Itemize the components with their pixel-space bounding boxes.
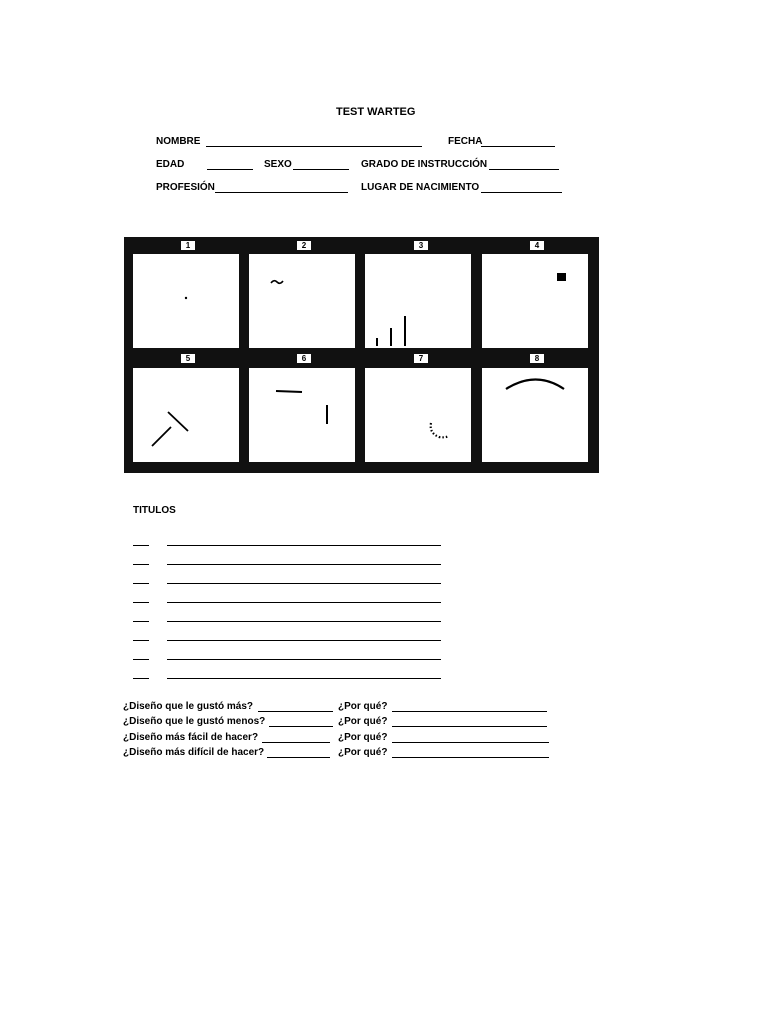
box-4-stimulus [482, 254, 588, 348]
titulo-number-field[interactable] [133, 659, 149, 660]
box-number: 8 [530, 354, 544, 363]
wave-stimulus [271, 281, 283, 284]
box-number: 1 [181, 241, 195, 250]
lugar-nacimiento-field[interactable] [481, 192, 562, 193]
titulos-label: TITULOS [133, 505, 176, 516]
question-answer-field[interactable] [269, 726, 333, 727]
titulo-number-field[interactable] [133, 678, 149, 679]
why-answer-field[interactable] [392, 726, 547, 727]
why-answer-field[interactable] [392, 711, 547, 712]
question-label: ¿Diseño que le gustó más? [123, 701, 254, 712]
titulo-field[interactable] [167, 621, 441, 622]
box-8[interactable] [482, 368, 588, 462]
profesion-label: PROFESIÓN [156, 182, 215, 193]
titulo-field[interactable] [167, 678, 441, 679]
titulo-field[interactable] [167, 583, 441, 584]
why-label: ¿Por qué? [338, 732, 388, 743]
box-number: 6 [297, 354, 311, 363]
question-answer-field[interactable] [267, 757, 330, 758]
square-stimulus [557, 273, 566, 281]
titulo-field[interactable] [167, 602, 441, 603]
question-answer-field[interactable] [258, 711, 333, 712]
titulo-number-field[interactable] [133, 640, 149, 641]
why-label: ¿Por qué? [338, 701, 388, 712]
sexo-label: SEXO [264, 159, 292, 170]
titulo-field[interactable] [167, 564, 441, 565]
why-answer-field[interactable] [392, 742, 549, 743]
question-label: ¿Diseño que le gustó menos? [123, 716, 266, 727]
box-number: 3 [414, 241, 428, 250]
edad-field[interactable] [207, 169, 253, 170]
box-4[interactable] [482, 254, 588, 348]
box-3[interactable] [365, 254, 471, 348]
profesion-field[interactable] [215, 192, 348, 193]
box-2-stimulus [249, 254, 355, 348]
titulo-number-field[interactable] [133, 583, 149, 584]
diagonal-line-stimulus [152, 427, 171, 446]
box-3-stimulus [365, 254, 471, 348]
titulo-number-field[interactable] [133, 545, 149, 546]
page-title: TEST WARTEG [336, 106, 416, 118]
titulo-field[interactable] [167, 640, 441, 641]
grado-instruccion-field[interactable] [489, 169, 559, 170]
box-7[interactable] [365, 368, 471, 462]
box-number: 5 [181, 354, 195, 363]
box-2[interactable] [249, 254, 355, 348]
titulo-number-field[interactable] [133, 621, 149, 622]
box-1[interactable] [133, 254, 239, 348]
question-label: ¿Diseño más difícil de hacer? [123, 747, 265, 758]
box-number: 4 [530, 241, 544, 250]
why-label: ¿Por qué? [338, 716, 388, 727]
titulo-field[interactable] [167, 659, 441, 660]
box-6-stimulus [249, 368, 355, 462]
box-1-stimulus [133, 254, 239, 348]
grado-instruccion-label: GRADO DE INSTRUCCIÓN [361, 159, 488, 170]
nombre-label: NOMBRE [156, 136, 201, 147]
arc-stimulus [506, 380, 564, 390]
box-5-stimulus [133, 368, 239, 462]
box-number: 2 [297, 241, 311, 250]
fecha-field[interactable] [481, 146, 555, 147]
sexo-field[interactable] [293, 169, 349, 170]
fecha-label: FECHA [448, 136, 483, 147]
question-label: ¿Diseño más fácil de hacer? [123, 732, 259, 743]
lugar-nacimiento-label: LUGAR DE NACIMIENTO [361, 182, 480, 193]
titulo-number-field[interactable] [133, 602, 149, 603]
why-label: ¿Por qué? [338, 747, 388, 758]
warteg-grid [124, 237, 599, 473]
dot-stimulus [185, 297, 187, 299]
nombre-field[interactable] [206, 146, 422, 147]
box-6[interactable] [249, 368, 355, 462]
edad-label: EDAD [156, 159, 185, 170]
box-7-stimulus [365, 368, 471, 462]
dotted-arc-stimulus [431, 423, 449, 437]
horizontal-line-stimulus [276, 391, 302, 392]
question-answer-field[interactable] [262, 742, 330, 743]
titulo-number-field[interactable] [133, 564, 149, 565]
box-5[interactable] [133, 368, 239, 462]
titulo-field[interactable] [167, 545, 441, 546]
box-8-stimulus [482, 368, 588, 462]
why-answer-field[interactable] [392, 757, 549, 758]
box-number: 7 [414, 354, 428, 363]
